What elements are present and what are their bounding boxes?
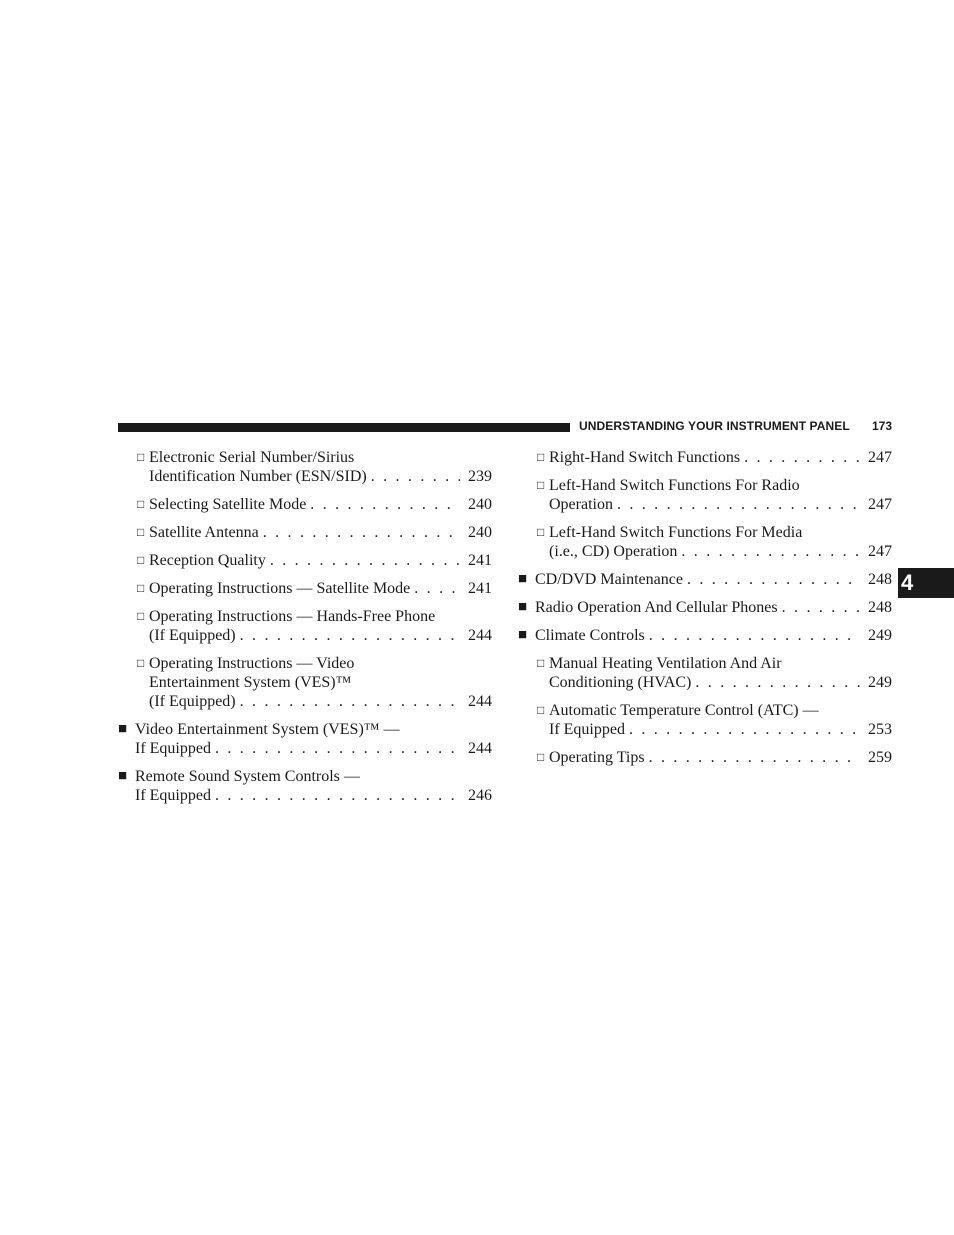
dot-leader [617, 495, 860, 514]
toc-entry-title: (i.e., CD) Operation [549, 543, 678, 560]
black-square-icon: ■ [518, 627, 528, 643]
dot-leader [687, 570, 860, 589]
toc-entry-title: If Equipped [135, 740, 211, 757]
dot-leader [782, 598, 860, 617]
toc-entry[interactable] [518, 476, 892, 514]
dot-leader [649, 626, 860, 645]
toc-page-number: 253 [868, 721, 892, 738]
black-square-icon: ■ [118, 721, 128, 737]
toc-page-number: 244 [468, 740, 492, 757]
black-square-icon: ■ [518, 599, 528, 615]
toc-entry[interactable] [118, 654, 492, 711]
toc-entry[interactable] [118, 579, 492, 598]
toc-entry[interactable] [518, 654, 892, 692]
toc-entry-title: Manual Heating Ventilation And Air [549, 655, 782, 672]
dot-leader [263, 523, 460, 542]
toc-page-number: 249 [868, 674, 892, 691]
toc-entry[interactable] [518, 448, 892, 467]
toc-page-number: 247 [868, 496, 892, 513]
toc-entry[interactable] [518, 701, 892, 739]
dot-leader [371, 467, 460, 486]
toc-page-number: 241 [468, 552, 492, 569]
toc-entry[interactable] [118, 607, 492, 645]
toc-entry-title: (If Equipped) [149, 627, 236, 644]
toc-entry-title: Reception Quality [149, 552, 266, 569]
toc-entry-title: Remote Sound System Controls — [135, 768, 360, 785]
dot-leader [215, 739, 460, 758]
toc-entry-title: Right-Hand Switch Functions [549, 449, 741, 466]
dot-leader [414, 579, 460, 598]
white-square-icon: □ [137, 450, 145, 464]
white-square-icon: □ [537, 450, 545, 464]
toc-page-number: 247 [868, 449, 892, 466]
toc-page-number: 240 [468, 496, 492, 513]
toc-entry[interactable] [518, 598, 892, 617]
dot-leader [240, 692, 460, 711]
white-square-icon: □ [537, 750, 545, 764]
toc-entry-title: CD/DVD Maintenance [535, 571, 683, 588]
toc-entry-title: Climate Controls [535, 627, 645, 644]
white-square-icon: □ [537, 703, 545, 717]
toc-entry[interactable] [118, 448, 492, 486]
black-square-icon: ■ [118, 768, 128, 784]
toc-page-number: 247 [868, 543, 892, 560]
white-square-icon: □ [137, 497, 145, 511]
toc-entry-title: Electronic Serial Number/Sirius [149, 449, 355, 466]
toc-page-number: 240 [468, 524, 492, 541]
toc-page-number: 248 [868, 571, 892, 588]
toc-entry-title: Operating Instructions — Satellite Mode [149, 580, 411, 597]
white-square-icon: □ [537, 478, 545, 492]
toc-entry-title: If Equipped [549, 721, 625, 738]
white-square-icon: □ [137, 525, 145, 539]
toc-entry-title: Operating Instructions — Hands-Free Phone [149, 608, 436, 625]
dot-leader [310, 495, 460, 514]
running-header-title: UNDERSTANDING YOUR INSTRUMENT PANEL [579, 419, 850, 433]
dot-leader [681, 542, 860, 561]
toc-entry-title: Identification Number (ESN/SID) [149, 468, 367, 485]
toc-entry[interactable] [518, 748, 892, 767]
black-square-icon: ■ [518, 571, 528, 587]
toc-entry-title: Operation [549, 496, 613, 513]
toc-page-number: 244 [468, 693, 492, 710]
toc-entry[interactable] [118, 495, 492, 514]
white-square-icon: □ [137, 581, 145, 595]
page-number: 173 [871, 419, 892, 433]
dot-leader [215, 786, 460, 805]
toc-entry[interactable] [118, 720, 492, 758]
dot-leader [695, 673, 860, 692]
chapter-tab: 4 [898, 568, 954, 598]
toc-page-number: 248 [868, 599, 892, 616]
toc-entry[interactable] [118, 523, 492, 542]
toc-entry-title: Selecting Satellite Mode [149, 496, 307, 513]
toc-entry-title: Conditioning (HVAC) [549, 674, 692, 691]
dot-leader [629, 720, 860, 739]
toc-entry-title: Left-Hand Switch Functions For Media [549, 524, 803, 541]
toc-entry[interactable] [518, 570, 892, 589]
white-square-icon: □ [137, 656, 145, 670]
header-rule [118, 423, 570, 432]
toc-page-number: 241 [468, 580, 492, 597]
toc-entry[interactable] [118, 551, 492, 570]
dot-leader [744, 448, 860, 467]
toc-entry[interactable] [518, 626, 892, 645]
white-square-icon: □ [537, 525, 545, 539]
toc-entry-title: Left-Hand Switch Functions For Radio [549, 477, 800, 494]
toc-entry-title: Automatic Temperature Control (ATC) — [549, 702, 819, 719]
toc-page-number: 244 [468, 627, 492, 644]
toc-entry[interactable] [518, 523, 892, 561]
white-square-icon: □ [537, 656, 545, 670]
toc-entry-title: Entertainment System (VES)™ [149, 674, 352, 691]
toc-entry-title: Operating Tips [549, 749, 645, 766]
toc-entry-title: (If Equipped) [149, 693, 236, 710]
toc-page-number: 246 [468, 787, 492, 804]
toc-entry-title: Radio Operation And Cellular Phones [535, 599, 778, 616]
toc-left-column [118, 448, 492, 814]
toc-right-column [518, 448, 892, 776]
toc-page-number: 249 [868, 627, 892, 644]
toc-entry[interactable] [118, 767, 492, 805]
toc-page-number: 259 [868, 749, 892, 766]
white-square-icon: □ [137, 609, 145, 623]
toc-entry-title: Operating Instructions — Video [149, 655, 355, 672]
toc-entry-title: If Equipped [135, 787, 211, 804]
dot-leader [649, 748, 860, 767]
dot-leader [270, 551, 460, 570]
toc-page-number: 239 [468, 468, 492, 485]
white-square-icon: □ [137, 553, 145, 567]
dot-leader [240, 626, 460, 645]
toc-entry-title: Video Entertainment System (VES)™ — [135, 721, 400, 738]
toc-entry-title: Satellite Antenna [149, 524, 259, 541]
